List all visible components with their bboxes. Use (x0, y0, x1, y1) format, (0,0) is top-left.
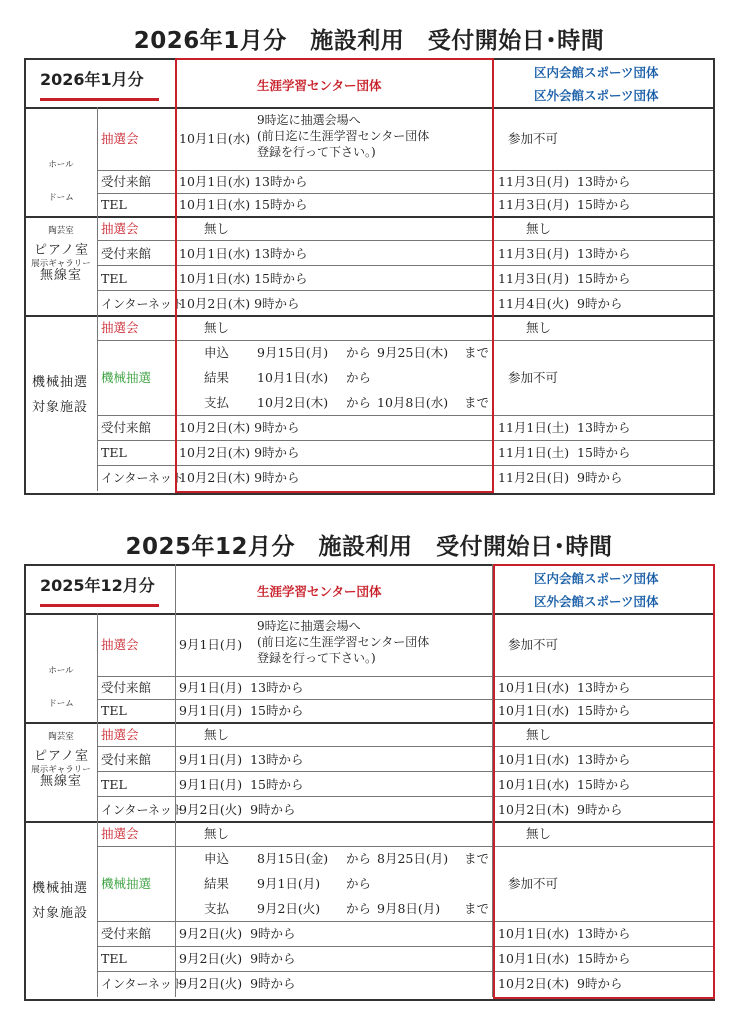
apply-made: まで (464, 851, 490, 866)
header-outer-sports: 区外会館スポーツ団体 (534, 88, 659, 103)
pay-made: まで (464, 395, 490, 410)
header-lifelong: 生涯学習センター団体 (257, 78, 382, 93)
facility-ceramics: 陶芸室 (48, 732, 74, 742)
lottery-sports: 参加不可 (508, 637, 559, 652)
row-visit-label: 受付来館 (101, 420, 152, 435)
divider (97, 971, 713, 972)
row-internet-label: インターネット (101, 471, 184, 485)
visit-lifelong: 9月1日(月) 13時から (179, 752, 304, 767)
divider (24, 613, 713, 615)
tel-lifelong: 10月2日(木) 9時から (179, 445, 300, 460)
divider (97, 676, 713, 677)
row-lottery-label: 抽選会 (101, 727, 139, 742)
divider (492, 564, 493, 997)
month-underline (40, 98, 159, 101)
divider (97, 946, 713, 947)
group2-label-radio: 無線室 (40, 268, 83, 283)
divider (97, 415, 713, 416)
internet-sports: 11月2日(日) 9時から (498, 470, 623, 485)
lottery-sports: 無し (526, 320, 552, 335)
row-machine-lottery-label: 機械抽選 (101, 370, 152, 385)
visit-lifelong: 10月1日(水) 13時から (179, 246, 308, 261)
facility-dome: ドーム (48, 193, 74, 203)
internet-sports: 11月4日(火) 9時から (498, 296, 623, 311)
machine-sports: 参加不可 (508, 370, 559, 385)
divider (97, 440, 713, 441)
pay-label: 支払 (204, 395, 230, 410)
lottery-note: 登録を行って下さい。) (257, 145, 376, 159)
group3-label-machine: 機械抽選 (32, 881, 89, 896)
row-lottery-label: 抽選会 (101, 221, 139, 236)
result-label: 結果 (204, 370, 230, 385)
lottery-lifelong: 無し (204, 727, 230, 742)
header-inner-sports: 区内会館スポーツ団体 (534, 65, 659, 80)
pay-kara: から (346, 395, 372, 410)
apply-label: 申込 (204, 345, 230, 360)
schedule-table-jan (24, 58, 714, 494)
facility-gallery: 展示ギャラリー (31, 259, 91, 269)
result-date: 9月1日(月) (257, 876, 321, 891)
divider (24, 821, 713, 823)
apply-from: 8月15日(金) (257, 851, 329, 866)
divider (492, 58, 493, 491)
month-label: 2026年1月分 (40, 70, 144, 89)
divider (97, 921, 713, 922)
visit-sports: 10月1日(水) 13時から (498, 926, 631, 941)
internet-lifelong: 10月2日(木) 9時から (179, 470, 300, 485)
divider (24, 315, 713, 317)
internet-sports: 10月2日(木) 9時から (498, 976, 623, 991)
pay-label: 支払 (204, 901, 230, 916)
pay-to: 10月8日(水) (377, 395, 449, 410)
machine-sports: 参加不可 (508, 876, 559, 891)
group3-label-target: 対象施設 (32, 906, 89, 921)
row-tel-label: TEL (101, 777, 127, 792)
group3-label-machine: 機械抽選 (32, 375, 89, 390)
pay-made: まで (464, 901, 490, 916)
internet-lifelong: 9月2日(火) 9時から (179, 976, 296, 991)
visit-sports: 11月3日(月) 13時から (498, 246, 631, 261)
divider (175, 564, 176, 997)
row-tel-label: TEL (101, 445, 127, 460)
apply-to: 9月25日(木) (377, 345, 449, 360)
apply-kara: から (346, 851, 372, 866)
group2-label-radio: 無線室 (40, 774, 83, 789)
lottery-note: (前日迄に生涯学習センター団体 (257, 635, 430, 649)
header-inner-sports: 区内会館スポーツ団体 (534, 571, 659, 586)
divider (24, 722, 713, 724)
schedule-table-dec (24, 564, 714, 1000)
header-outer-sports: 区外会館スポーツ団体 (534, 594, 659, 609)
lottery-lifelong: 無し (204, 221, 230, 236)
lottery-note: 登録を行って下さい。) (257, 651, 376, 665)
tel-lifelong: 9月1日(月) 15時から (179, 703, 304, 718)
visit-lifelong: 10月1日(水) 13時から (179, 174, 308, 189)
divider (97, 240, 713, 241)
section-title-jan: 2026年1月分 施設利用 受付開始日･時間 (133, 28, 605, 54)
result-kara: から (346, 876, 372, 891)
row-visit-label: 受付来館 (101, 680, 152, 695)
tel-lifelong: 10月1日(水) 15時から (179, 271, 308, 286)
row-lottery-label: 抽選会 (101, 131, 139, 146)
internet-lifelong: 9月2日(火) 9時から (179, 802, 296, 817)
lottery-sports: 無し (526, 727, 552, 742)
apply-made: まで (464, 345, 490, 360)
row-lottery-label: 抽選会 (101, 637, 139, 652)
lottery-sports: 参加不可 (508, 131, 559, 146)
result-kara: から (346, 370, 372, 385)
divider (97, 170, 713, 171)
lottery-lifelong: 無し (204, 320, 230, 335)
lottery-note: 9時迄に抽選会場へ (257, 619, 361, 633)
divider (97, 846, 713, 847)
lottery-note: 9時迄に抽選会場へ (257, 113, 361, 127)
row-internet-label: インターネット (101, 297, 184, 311)
tel-sports: 11月3日(月) 15時から (498, 271, 631, 286)
tel-lifelong: 9月1日(月) 15時から (179, 777, 304, 792)
row-internet-label: インターネット (101, 803, 184, 817)
lottery-date: 9月1日(月) (179, 637, 243, 652)
section-title-dec: 2025年12月分 施設利用 受付開始日･時間 (125, 534, 613, 560)
month-label: 2025年12月分 (40, 576, 155, 595)
row-tel-label: TEL (101, 197, 127, 212)
pay-from: 9月2日(火) (257, 901, 321, 916)
divider (97, 265, 713, 266)
row-tel-label: TEL (101, 703, 127, 718)
facility-gallery: 展示ギャラリー (31, 765, 91, 775)
row-internet-label: インターネット (101, 977, 184, 991)
result-label: 結果 (204, 876, 230, 891)
visit-lifelong: 9月2日(火) 9時から (179, 926, 296, 941)
visit-sports: 10月1日(水) 13時から (498, 752, 631, 767)
internet-sports: 10月2日(木) 9時から (498, 802, 623, 817)
divider (97, 290, 713, 291)
group3-label-target: 対象施設 (32, 400, 89, 415)
lottery-sports: 無し (526, 221, 552, 236)
tel-lifelong: 10月1日(水) 15時から (179, 197, 308, 212)
row-tel-label: TEL (101, 271, 127, 286)
tel-sports: 10月1日(水) 15時から (498, 703, 631, 718)
row-lottery-label: 抽選会 (101, 826, 139, 841)
pay-kara: から (346, 901, 372, 916)
group2-label-piano: ピアノ室 (34, 749, 89, 764)
tel-sports: 11月1日(土) 15時から (498, 445, 631, 460)
lottery-note: (前日迄に生涯学習センター団体 (257, 129, 430, 143)
divider (175, 58, 176, 491)
group2-label-piano: ピアノ室 (34, 243, 89, 258)
internet-lifelong: 10月2日(木) 9時から (179, 296, 300, 311)
visit-sports: 11月1日(土) 13時から (498, 420, 631, 435)
visit-sports: 10月1日(水) 13時から (498, 680, 631, 695)
visit-sports: 11月3日(月) 13時から (498, 174, 631, 189)
month-underline (40, 604, 159, 607)
divider (97, 699, 713, 700)
row-lottery-label: 抽選会 (101, 320, 139, 335)
apply-label: 申込 (204, 851, 230, 866)
lottery-lifelong: 無し (204, 826, 230, 841)
divider (97, 771, 713, 772)
visit-lifelong: 9月1日(月) 13時から (179, 680, 304, 695)
divider (97, 193, 713, 194)
row-tel-label: TEL (101, 951, 127, 966)
facility-hall: ホール (48, 666, 74, 676)
row-machine-lottery-label: 機械抽選 (101, 876, 152, 891)
divider (24, 107, 713, 109)
divider (97, 107, 98, 491)
tel-lifelong: 9月2日(火) 9時から (179, 951, 296, 966)
visit-lifelong: 10月2日(木) 9時から (179, 420, 300, 435)
apply-kara: から (346, 345, 372, 360)
divider (97, 465, 713, 466)
pay-to: 9月8日(月) (377, 901, 441, 916)
divider (97, 746, 713, 747)
pay-from: 10月2日(木) (257, 395, 329, 410)
row-visit-label: 受付来館 (101, 246, 152, 261)
divider (24, 216, 713, 218)
row-visit-label: 受付来館 (101, 752, 152, 767)
apply-from: 9月15日(月) (257, 345, 329, 360)
header-lifelong: 生涯学習センター団体 (257, 584, 382, 599)
divider (97, 613, 98, 997)
divider (97, 796, 713, 797)
apply-to: 8月25日(月) (377, 851, 449, 866)
row-visit-label: 受付来館 (101, 174, 152, 189)
tel-sports: 11月3日(月) 15時から (498, 197, 631, 212)
facility-ceramics: 陶芸室 (48, 226, 74, 236)
tel-sports: 10月1日(水) 15時から (498, 951, 631, 966)
result-date: 10月1日(水) (257, 370, 329, 385)
lottery-sports: 無し (526, 826, 552, 841)
tel-sports: 10月1日(水) 15時から (498, 777, 631, 792)
divider (97, 340, 713, 341)
facility-dome: ドーム (48, 699, 74, 709)
row-visit-label: 受付来館 (101, 926, 152, 941)
facility-hall: ホール (48, 160, 74, 170)
lottery-date: 10月1日(水) (179, 131, 251, 146)
